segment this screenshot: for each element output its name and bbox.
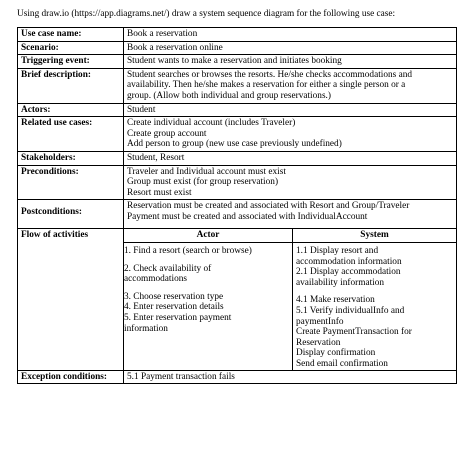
preconditions-label: Preconditions:: [18, 165, 124, 200]
related-use-cases-value: [124, 117, 457, 152]
system-step: 2.1 Display accommodation: [296, 267, 401, 278]
brief-description-value: [124, 68, 457, 103]
flow-table: [124, 229, 456, 370]
system-step: Send email confirmation: [296, 359, 388, 370]
use-case-name-label: Use case name:: [18, 28, 124, 42]
precondition-line: Resort must exist: [127, 187, 192, 198]
scenario-value: Book a reservation online: [124, 41, 457, 55]
actor-step: 2. Check availability of: [124, 263, 212, 274]
row-preconditions: [18, 165, 457, 200]
actor-step: information: [124, 323, 168, 334]
stakeholders-value: Student, Resort: [124, 151, 457, 165]
row-brief-description: [18, 68, 457, 103]
precondition-line: Traveler and Individual account must exist: [127, 166, 286, 177]
assignment-instructions: Using draw.io (https://app.diagrams.net/) draw a system sequence diagram for the following use case:: [17, 9, 396, 19]
related-use-cases-label: Related use cases:: [18, 117, 124, 152]
exception-conditions-value: 5.1 Payment transaction fails: [124, 370, 457, 384]
use-case-name-value: Book a reservation: [124, 28, 457, 42]
brief-description-line: Student searches or browses the resorts. He/she checks accommodations and: [127, 69, 413, 80]
spacer: [124, 257, 290, 264]
related-use-case-line: Add person to group (new use case previously undefined): [127, 139, 342, 150]
row-use-case-name: [18, 28, 457, 42]
row-postconditions: [18, 200, 457, 228]
spacer: [124, 285, 290, 292]
brief-description-line: availability. Then he/she makes a reservation for either a single person or a: [127, 80, 406, 91]
stakeholders-label: Stakeholders:: [18, 151, 124, 165]
actor-step: 5. Enter reservation payment: [124, 313, 232, 324]
system-step: Reservation: [296, 337, 341, 348]
actors-value: Student: [124, 103, 457, 117]
system-step: accommodation information: [296, 256, 402, 267]
row-actors: [18, 103, 457, 117]
system-step: paymentInfo: [296, 316, 344, 327]
system-steps: [293, 243, 457, 370]
related-use-case-line: Create group account: [127, 128, 207, 139]
exception-conditions-label: Exception conditions:: [18, 370, 124, 384]
brief-description-label: Brief description:: [18, 68, 124, 103]
actor-steps: [124, 243, 293, 370]
postcondition-line: Reservation must be created and associated with Resort and Group/Traveler: [127, 201, 410, 212]
actor-step: 3. Choose reservation type: [124, 291, 224, 302]
flow-of-activities-cell: [124, 228, 457, 370]
actor-step: 4. Enter reservation details: [124, 302, 224, 313]
row-triggering-event: [18, 55, 457, 69]
actor-step: accommodations: [124, 274, 187, 285]
actors-label: Actors:: [18, 103, 124, 117]
scenario-label: Scenario:: [18, 41, 124, 55]
row-exception-conditions: [18, 370, 457, 384]
system-step: 5.1 Verify individualInfo and: [296, 306, 405, 317]
related-use-case-line: Create individual account (includes Traveler): [127, 118, 296, 129]
system-step: 1.1 Display resort and: [296, 246, 379, 257]
actor-step: 1. Find a resort (search or browse): [124, 246, 252, 257]
preconditions-value: [124, 165, 457, 200]
postcondition-line: Payment must be created and associated with IndividualAccount: [127, 211, 368, 222]
system-step: 4.1 Make reservation: [296, 295, 375, 306]
postconditions-value: [124, 200, 457, 228]
system-step: availability information: [296, 277, 385, 288]
row-scenario: [18, 41, 457, 55]
triggering-event-label: Triggering event:: [18, 55, 124, 69]
row-related-use-cases: [18, 117, 457, 152]
postconditions-label: [18, 200, 124, 228]
row-stakeholders: [18, 151, 457, 165]
precondition-line: Group must exist (for group reservation): [127, 177, 279, 188]
spacer: [296, 288, 456, 295]
actor-column-header: Actor: [124, 229, 293, 243]
row-flow-of-activities: [18, 228, 457, 370]
use-case-table: [17, 27, 457, 384]
flow-of-activities-label: Flow of activities: [18, 228, 124, 370]
brief-description-line: group. (Allow both individual and group reservations.): [127, 90, 331, 101]
system-step: Create PaymentTransaction for: [296, 327, 412, 338]
triggering-event-value: Student wants to make a reservation and initiates booking: [124, 55, 457, 69]
system-column-header: System: [293, 229, 457, 243]
system-step: Display confirmation: [296, 348, 376, 359]
postconditions-label-text: Postconditions:: [21, 207, 82, 218]
